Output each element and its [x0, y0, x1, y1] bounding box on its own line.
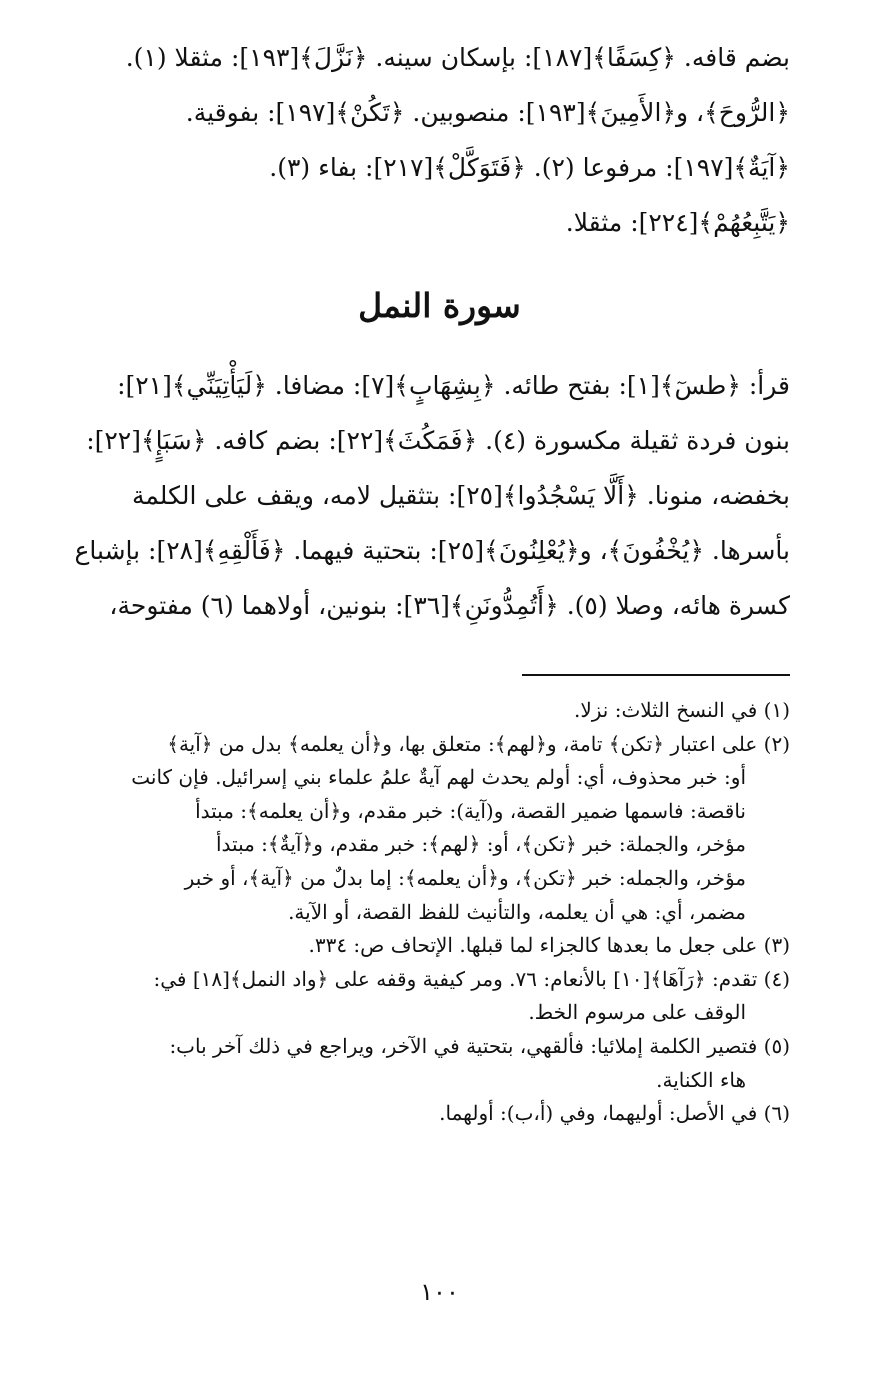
footnote-divider [522, 674, 790, 676]
passage-line: بنون فردة ثقيلة مكسورة (٤). ﴿فَمَكُثَ﴾[٢٢]: بضم كافه. ﴿سَبَإٍ﴾[٢٢]: [86, 426, 790, 455]
footnote-4: (٤) تقدم: ﴿رَآهَا﴾[١٠] بالأنعام: ٧٦. ومر كيفية وقفه على ﴿واد النمل﴾[١٨] في: [153, 966, 790, 991]
footnote-5: (٥) فتصير الكلمة إملائيا: فألقهي، بتحتية في الآخر، ويراجع في ذلك آخر باب: [169, 1033, 790, 1058]
surah-title: سورة النمل [358, 286, 521, 325]
footnote-3: (٣) على جعل ما بعدها كالجزاء لما قبلها. الإتحاف ص: ٣٣٤. [308, 933, 790, 958]
footnote-2-continuation: مضمر، أي: هي أن يعلمه، والتأنيث للفظ القصة، أو الآية. [288, 899, 746, 924]
footnote-2-continuation: أو: خبر محذوف، أي: أولم يحدث لهم آيةٌ علمُ علماء بني إسرائيل. فإن كانت [131, 765, 746, 790]
footnotes [72, 694, 790, 1131]
footnote-6: (٦) في الأصل: أوليهما، وفي (أ،ب): أولهما. [439, 1101, 790, 1126]
top-passage [72, 30, 790, 250]
passage-line: ﴿يَتَّبِعُهُمْ﴾[٢٢٤]: مثقلا. [565, 208, 790, 237]
surah-passage [72, 358, 790, 633]
footnote-2: (٢) على اعتبار ﴿تكن﴾ تامة، و﴿لهم﴾: متعلق بها، و﴿أن يعلمه﴾ بدل من ﴿آية﴾ [167, 731, 790, 756]
footnote-2-continuation: مؤخر، والجملة: خبر ﴿تكن﴾، أو: ﴿لهم﴾: خبر مقدم، و﴿آيةٌ﴾: مبتدأ [215, 832, 746, 857]
passage-line: بأسرها. ﴿يُخْفُونَ﴾، و﴿يُعْلِنُونَ﴾[٢٥]: بتحتية فيهما. ﴿فَأَلْقِهِ﴾[٢٨]: بإشباع [74, 536, 790, 565]
footnote-5-continuation: هاء الكناية. [656, 1067, 746, 1092]
passage-line: قرأ: ﴿طسٓ﴾[١]: بفتح طائه. ﴿بِشِهَابٍ﴾[٧]: مضافا. ﴿لَيَأْتِيَنِّي﴾[٢١]: [117, 371, 790, 400]
page-number: ١٠٠ [420, 1278, 459, 1306]
passage-line: ﴿آيَةٌ﴾[١٩٧]: مرفوعا (٢). ﴿فَتَوَكَّلْ﴾[٢١٧]: بفاء (٣). [269, 153, 790, 182]
footnote-1: (١) في النسخ الثلاث: نزلا. [573, 698, 790, 722]
footnote-2-continuation: ناقصة: فاسمها ضمير القصة، و(آية): خبر مقدم، و﴿أن يعلمه﴾: مبتدأ [195, 798, 746, 823]
footnote-2-continuation: مؤخر، والجمله: خبر ﴿تكن﴾، و﴿أن يعلمه﴾: إما بدلٌ من ﴿آية﴾، أو خبر [184, 865, 746, 890]
passage-line: بخفضه، منونا. ﴿أَلَّا يَسْجُدُوا﴾[٢٥]: بتثقيل لامه، ويقف على الكلمة [131, 481, 790, 510]
footnote-4-continuation: الوقف على مرسوم الخط. [528, 1000, 746, 1025]
passage-line: كسرة هائه، وصلا (٥). ﴿أَتُمِدُّونَنِ﴾[٣٦]: بنونين، أولاهما (٦) مفتوحة، [109, 591, 790, 620]
passage-line: ﴿الرُّوحَ﴾، و﴿الأَمِينَ﴾[١٩٣]: منصوبين. ﴿تَكُنْ﴾[١٩٧]: بفوقية. [185, 98, 790, 127]
passage-line: بضم قافه. ﴿كِسَفًا﴾[١٨٧]: بإسكان سينه. ﴿نَزَّلَ﴾[١٩٣]: مثقلا (١). [125, 43, 790, 72]
